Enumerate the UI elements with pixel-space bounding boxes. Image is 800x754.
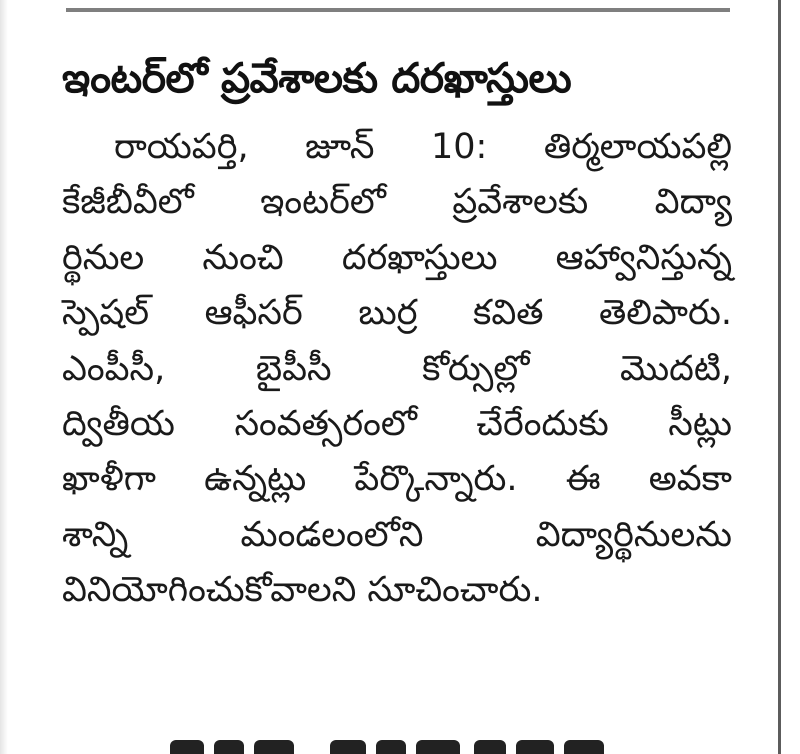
top-divider	[66, 8, 730, 12]
article-line-5: ఎంపీసీ, బైపీసీ కోర్సుల్లో మొదటి,	[62, 348, 732, 389]
article-headline: ఇంటర్‌లో ప్రవేశాలకు దరఖాస్తులు	[62, 54, 572, 102]
column-divider	[778, 0, 781, 754]
article-line-7: ఖాళీగా ఉన్నట్లు పేర్కొన్నారు. ఈ అవకా	[62, 459, 732, 500]
article-line-6: ద్వితీయ సంవత్సరంలో చేరేందుకు సీట్లు	[62, 404, 732, 445]
article-line-1: రాయపర్తి, జూన్ 10: తిర్మలాయపల్లి	[114, 127, 732, 167]
article-line-8: శాన్ని మండలంలోని విద్యార్థినులను	[62, 514, 732, 555]
page-left-edge	[0, 0, 8, 754]
article-line-2: కేజీబీవీలో ఇంటర్‌లో ప్రవేశాలకు విద్యా	[62, 182, 732, 223]
article-body	[62, 120, 732, 619]
article-line-9: వినియోగించుకోవాలని సూచించారు.	[62, 570, 543, 611]
article-line-4: స్పెషల్ ఆఫీసర్ బుర్ర కవిత తెలిపారు.	[62, 293, 732, 334]
next-article-headline-fragment	[170, 734, 630, 754]
article-line-3: ర్థినుల నుంచి దరఖాస్తులు ఆహ్వానిస్తున్న	[62, 237, 732, 278]
